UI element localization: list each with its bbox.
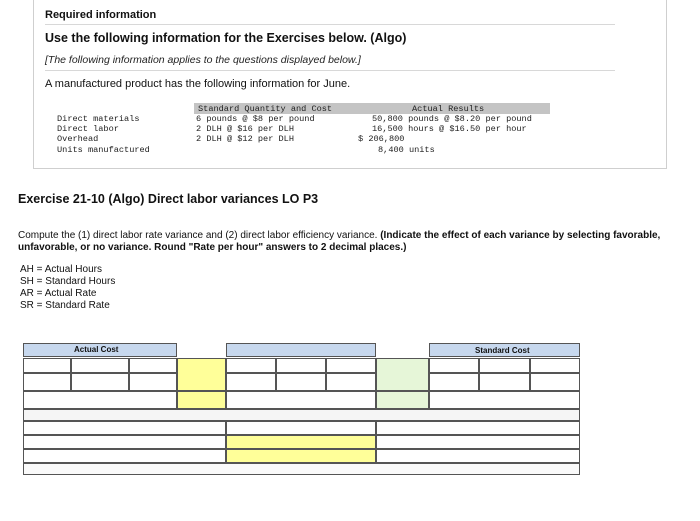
variance-answer-cell[interactable] [177, 391, 226, 409]
col-standard-header: Standard Quantity and Cost [198, 104, 333, 114]
divider [45, 70, 615, 71]
row-actual: 8,400 units [378, 145, 435, 155]
actual-cost-header [23, 343, 177, 357]
sh-input[interactable] [429, 358, 479, 373]
rate-variance-input[interactable] [226, 435, 376, 449]
section-title: Use the following information for the Exercises below. (Algo) [45, 31, 407, 45]
row-actual: 50,800 pounds @ $8.20 per pound [372, 114, 532, 124]
row-label: Direct materials [57, 114, 140, 124]
row-actual: 16,500 hours @ $16.50 per hour [372, 124, 527, 134]
bottom-row [23, 463, 580, 475]
operator-cell[interactable] [71, 358, 129, 373]
row-label: Units manufactured [57, 145, 150, 155]
operator-cell[interactable] [479, 373, 530, 391]
operator-cell[interactable] [71, 373, 129, 391]
ah-input[interactable] [226, 358, 276, 373]
row-actual: $ 206,800 [358, 134, 405, 144]
ar-value[interactable] [129, 373, 177, 391]
instruction-bold-text: (Indicate the effect of each variance by selecting favorable, unfavorable, or no variance. Round "Rate per hour" answers to 2 decimal places.) [18, 230, 661, 253]
ah-value[interactable] [23, 373, 71, 391]
ah-input[interactable] [23, 358, 71, 373]
ar-input[interactable] [129, 358, 177, 373]
abbr-sh: SH = Standard Hours [20, 276, 116, 287]
variance-answer-cell[interactable] [376, 358, 429, 391]
sr-value[interactable] [326, 373, 376, 391]
sr-input[interactable] [530, 358, 580, 373]
variance-answer-cell[interactable] [376, 391, 429, 409]
row-standard: 2 DLH @ $16 per DLH [196, 124, 294, 134]
variance-label-cell [23, 449, 226, 463]
variance-answer-cell[interactable] [177, 358, 226, 391]
operator-cell[interactable] [276, 358, 326, 373]
exercise-instructions [18, 230, 678, 254]
standard-quantity-total[interactable] [226, 391, 376, 409]
intro-text: A manufactured product has the following information for June. [45, 78, 351, 90]
standard-cost-header [429, 343, 580, 357]
operator-cell[interactable] [276, 373, 326, 391]
variance-type-cell[interactable] [376, 435, 580, 449]
row-standard: 6 pounds @ $8 per pound [196, 114, 315, 124]
standard-quantity-header [226, 343, 376, 357]
actual-cost-label: Actual Cost [74, 345, 119, 354]
divider [45, 24, 615, 25]
col-actual-header: Actual Results [412, 104, 485, 114]
ah-value[interactable] [226, 373, 276, 391]
variance-type-cell[interactable] [376, 449, 580, 463]
efficiency-variance-input[interactable] [226, 449, 376, 463]
actual-cost-total[interactable] [23, 391, 177, 409]
sr-value[interactable] [530, 373, 580, 391]
abbr-sr: SR = Standard Rate [20, 300, 110, 311]
row-label: Direct labor [57, 124, 119, 134]
variance-label-cell [23, 421, 226, 435]
row-label: Overhead [57, 134, 99, 144]
standard-cost-total[interactable] [429, 391, 580, 409]
answer-grid [21, 341, 581, 481]
instruction-text: Compute the (1) direct labor rate variance and (2) direct labor efficiency variance. [18, 230, 381, 241]
abbreviations [20, 264, 115, 312]
sh-value[interactable] [429, 373, 479, 391]
sr-input[interactable] [326, 358, 376, 373]
row-standard: 2 DLH @ $12 per DLH [196, 134, 294, 144]
required-info-label: Required information [45, 9, 157, 21]
abbr-ar: AR = Actual Rate [20, 288, 97, 299]
info-note: [The following information applies to the questions displayed below.] [45, 54, 361, 66]
exercise-title: Exercise 21-10 (Algo) Direct labor variances LO P3 [18, 192, 319, 206]
standard-cost-label: Standard Cost [475, 346, 530, 355]
spacer-row [23, 409, 580, 421]
variance-amount-cell[interactable] [226, 421, 376, 435]
operator-cell[interactable] [479, 358, 530, 373]
variance-type-cell[interactable] [376, 421, 580, 435]
abbr-ah: AH = Actual Hours [20, 264, 102, 275]
variance-label-cell [23, 435, 226, 449]
